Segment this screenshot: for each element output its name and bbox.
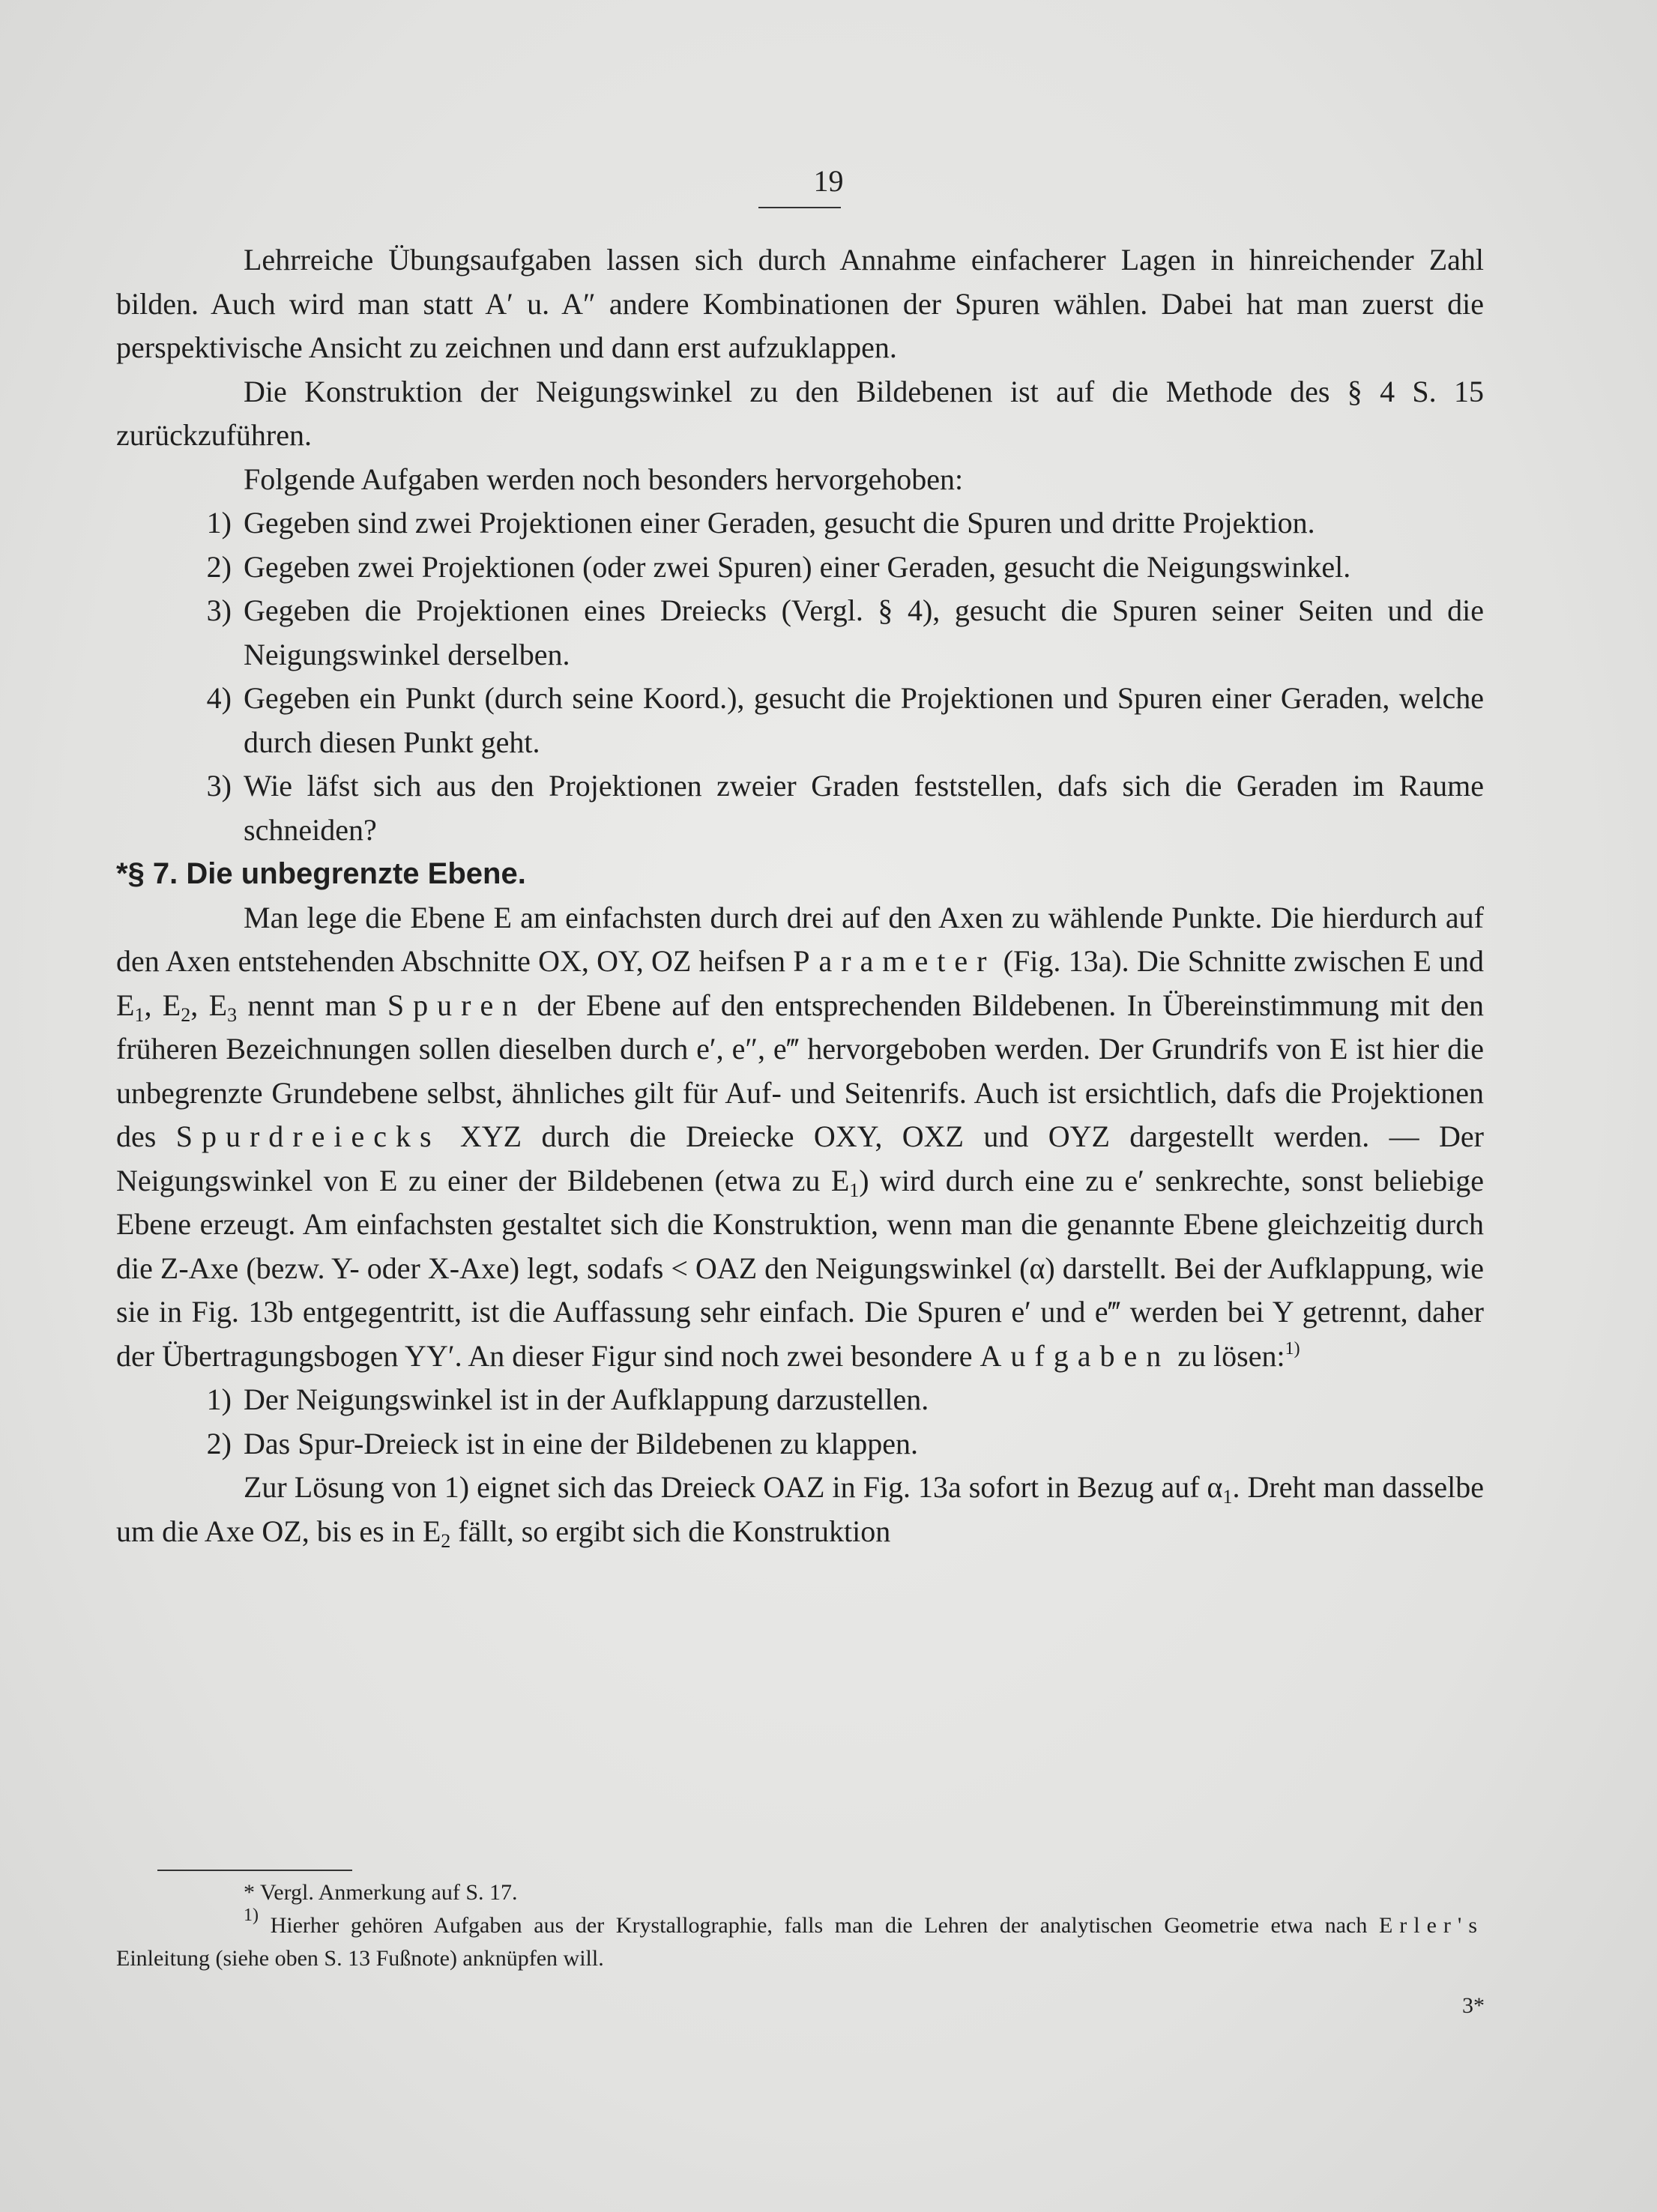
subtask-number: 2) [206,1426,232,1460]
signature-mark: 3* [1462,1993,1485,2018]
term-spurdreiecks: Spurdreiecks [175,1119,441,1153]
footnote-1: $^{1)}$ Hierher gehören Aufgaben aus der Krystallographie, falls man die Lehren der analytischen Geometrie etwa nach Erler's Einleitung (siehe oben S. 13 Fußnote) anknüpfen will. [116,1906,1485,1971]
task-text: Gegeben die Projektionen eines Dreiecks (Vergl. § 4), gesucht die Spuren seiner Seiten und die Neigungswinkel derselben. [244,593,1484,671]
footnotes [116,1876,1484,1975]
page-number-rule [758,207,841,208]
subtask-item [116,1378,1484,1422]
footnote-ref: 1) [1285,1338,1300,1359]
footnote-star: * Vergl. Anmerkung auf S. 17. [244,1880,518,1905]
section-heading: *§ 7. Die unbegrenzte Ebene. [116,857,526,890]
paragraph-construction: Die Konstruktion der Neigungswinkel zu den Bildebenen ist auf die Methode des § 4 S. 15 zurückzuführen. [116,374,1484,452]
body-text [116,238,1484,1553]
task-number: 2) [206,549,232,584]
paragraph-exercises: Lehrreiche Übungsaufgaben lassen sich durch Annahme einfacherer Lagen in hinreichender Zahl bilden. Auch wird man statt A′ u. A″ andere Kombinationen der Spuren wählen. Dabei hat man zuerst die perspektivische Ansicht zu zeichnen und dann erst aufzuklappen. [116,243,1484,364]
task-number: 3) [206,593,232,627]
term-aufgaben: Aufgaben [980,1338,1171,1373]
paragraph-tasks-intro: Folgende Aufgaben werden noch besonders hervorgehoben: [244,462,964,496]
task-text: Gegeben ein Punkt (durch seine Koord.), gesucht die Projektionen und Spuren einer Geraden, welche durch diesen Punkt geht. [244,681,1484,759]
task-number: 1) [206,506,232,540]
paragraph-plane: Man lege die Ebene E am einfachsten durch drei auf den Axen zu wählende Punkte. Die hierdurch auf den Axen entstehenden Abschnitte OX, OY, OZ heifsen Parameter (Fig. 13a). Die Schnitte zwischen E und $E_1$, $E_2$, $E_3$ nennt man Spuren der Ebene auf den entsprechenden Bildebenen. In Übereinstimmung mit den früheren Bezeichnungen sollen dieselben durch e′, e″, e‴ hervorgeboben werden. Der Grundrifs von E ist hier die unbegrenzte Grundebene selbst, ähnliches gilt für Auf- und Seitenrifs. Auch ist ersichtlich, dafs die Projektionen des Spurdreiecks XYZ durch die Dreiecke OXY, OXZ und OYZ dargestellt werden. — Der Neigungswinkel von E zu einer der Bildebenen (etwa zu $E_1$) wird durch eine zu e′ senkrechte, sonst beliebige Ebene erzeugt. Am einfachsten gestaltet sich die Konstruktion, wenn man die genannte Ebene gleichzeitig durch die Z-Axe (bezw. Y- oder X-Axe) legt, sodafs < OAZ den Neigungswinkel (α) darstellt. Bei der Aufklappung, wie sie in Fig. 13b entgegentritt, ist die Auffassung sehr einfach. Die Spuren e′ und e‴ werden bei Y getrennt, daher der Übertragungsbogen YY′. An dieser Figur sind noch zwei besondere Aufgaben zu lösen:$^{1)}$ [116,900,1485,1373]
task-item [116,501,1484,546]
subtask-number: 1) [206,1382,232,1416]
subtask-text: Der Neigungswinkel ist in der Aufklappung darzustellen. [244,1382,929,1416]
task-item [116,764,1484,852]
task-item [116,677,1484,764]
subtask-item [116,1422,1484,1466]
task-number: 4) [206,681,232,715]
term-spuren: Spuren [387,988,527,1022]
task-text: Gegeben sind zwei Projektionen einer Geraden, gesucht die Spuren und dritte Projektion. [244,506,1315,540]
footnote-rule [157,1870,352,1871]
subtask-text: Das Spur-Dreieck ist in eine der Bildebenen zu klappen. [244,1426,919,1460]
paragraph-solution: Zur Lösung von 1) eignet sich das Dreieck OAZ in Fig. 13a sofort in Bezug auf $\alpha_1$. Dreht man dasselbe um die Axe OZ, bis es in $E_2$ fällt, so ergibt sich die Konstruktion [116,1470,1484,1552]
task-text: Wie läfst sich aus den Projektionen zweier Graden feststellen, dafs sich die Geraden im Raume schneiden? [244,769,1484,847]
task-item [116,546,1484,590]
task-text: Gegeben zwei Projektionen (oder zwei Spuren) einer Geraden, gesucht die Neigungswinkel. [244,549,1351,584]
term-parameter: Parameter [793,944,996,978]
page-number: 19 [813,164,844,198]
task-number: 3) [206,769,232,803]
task-item [116,589,1484,677]
